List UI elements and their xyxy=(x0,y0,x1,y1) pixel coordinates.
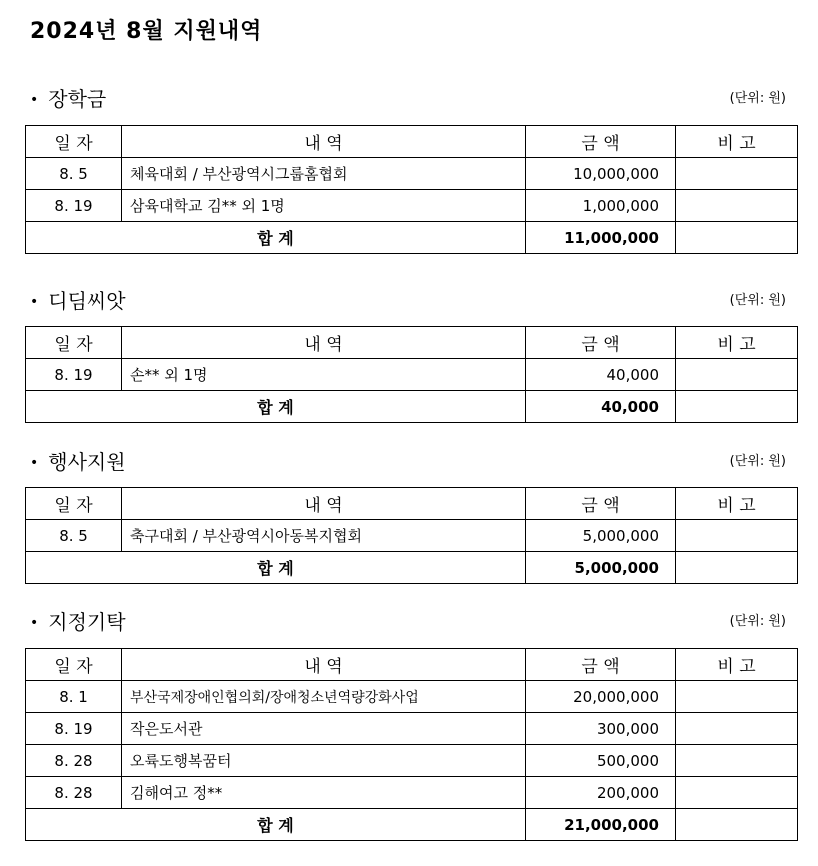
unit-note: (단위: 원) xyxy=(729,91,786,106)
total-amount: 21,000,000 xyxy=(526,809,676,841)
cell-amount: 20,000,000 xyxy=(526,681,676,713)
total-label: 합 계 xyxy=(26,222,526,254)
total-label: 합 계 xyxy=(26,391,526,423)
cell-date: 8. 5 xyxy=(26,520,122,552)
total-row xyxy=(26,222,798,254)
table-row xyxy=(26,713,798,745)
cell-note xyxy=(676,158,798,190)
cell-note xyxy=(676,745,798,777)
cell-amount: 1,000,000 xyxy=(526,190,676,222)
cell-date: 8. 19 xyxy=(26,713,122,745)
cell-desc: 오륙도행복꿈터 xyxy=(122,745,526,777)
total-amount: 5,000,000 xyxy=(526,552,676,584)
unit-note: (단위: 원) xyxy=(729,293,786,308)
total-note xyxy=(676,391,798,423)
cell-desc: 작은도서관 xyxy=(122,713,526,745)
bullet-icon: • xyxy=(30,455,39,471)
total-amount: 11,000,000 xyxy=(526,222,676,254)
cell-desc: 삼육대학교 김** 외 1명 xyxy=(122,190,526,222)
section-title xyxy=(30,286,126,319)
total-note xyxy=(676,809,798,841)
section-title-text: 장학금 xyxy=(48,87,107,111)
cell-date: 8. 28 xyxy=(26,745,122,777)
table-header-row xyxy=(26,488,798,520)
section-title xyxy=(30,607,126,640)
header-amount: 금 액 xyxy=(526,327,676,359)
total-amount: 40,000 xyxy=(526,391,676,423)
table-header-row xyxy=(26,327,798,359)
header-desc: 내 역 xyxy=(122,649,526,681)
bullet-icon: • xyxy=(30,294,39,310)
cell-desc: 부산국제장애인협의회/장애청소년역량강화사업 xyxy=(122,681,526,713)
table-row xyxy=(26,681,798,713)
cell-amount: 200,000 xyxy=(526,777,676,809)
unit-note: (단위: 원) xyxy=(729,454,786,469)
header-note: 비 고 xyxy=(676,649,798,681)
cell-desc: 축구대회 / 부산광역시아동복지협회 xyxy=(122,520,526,552)
section-heading-scholarship xyxy=(30,84,790,114)
section-heading-event-support xyxy=(30,447,790,477)
cell-desc: 김해여고 정** xyxy=(122,777,526,809)
table-row xyxy=(26,190,798,222)
total-label: 합 계 xyxy=(26,809,526,841)
cell-desc: 손** 외 1명 xyxy=(122,359,526,391)
designated-donation-table xyxy=(25,648,798,841)
cell-amount: 40,000 xyxy=(526,359,676,391)
cell-date: 8. 19 xyxy=(26,190,122,222)
cell-note xyxy=(676,713,798,745)
scholarship-table xyxy=(25,125,798,254)
section-title-text: 디딤씨앗 xyxy=(48,289,126,313)
header-date: 일 자 xyxy=(26,649,122,681)
cell-amount: 300,000 xyxy=(526,713,676,745)
total-note xyxy=(676,222,798,254)
total-label: 합 계 xyxy=(26,552,526,584)
cell-date: 8. 1 xyxy=(26,681,122,713)
section-title-text: 행사지원 xyxy=(48,450,126,474)
cell-date: 8. 5 xyxy=(26,158,122,190)
total-row xyxy=(26,552,798,584)
section-heading-designated-donation xyxy=(30,607,790,637)
bullet-icon: • xyxy=(30,615,39,631)
section-title xyxy=(30,447,126,480)
header-desc: 내 역 xyxy=(122,488,526,520)
header-note: 비 고 xyxy=(676,488,798,520)
cell-amount: 5,000,000 xyxy=(526,520,676,552)
section-title xyxy=(30,84,106,117)
header-date: 일 자 xyxy=(26,488,122,520)
header-desc: 내 역 xyxy=(122,126,526,158)
cell-amount: 10,000,000 xyxy=(526,158,676,190)
header-amount: 금 액 xyxy=(526,488,676,520)
header-desc: 내 역 xyxy=(122,327,526,359)
cell-amount: 500,000 xyxy=(526,745,676,777)
total-row xyxy=(26,391,798,423)
table-row xyxy=(26,359,798,391)
table-header-row xyxy=(26,126,798,158)
table-row xyxy=(26,158,798,190)
table-row xyxy=(26,777,798,809)
table-row xyxy=(26,520,798,552)
section-title-text: 지정기탁 xyxy=(48,610,126,634)
header-note: 비 고 xyxy=(676,327,798,359)
header-date: 일 자 xyxy=(26,327,122,359)
cell-note xyxy=(676,777,798,809)
total-note xyxy=(676,552,798,584)
total-row xyxy=(26,809,798,841)
page-title: 2024년 8월 지원내역 xyxy=(30,19,263,44)
table-header-row xyxy=(26,649,798,681)
table-row xyxy=(26,745,798,777)
cell-note xyxy=(676,520,798,552)
cell-date: 8. 28 xyxy=(26,777,122,809)
cell-desc: 체육대회 / 부산광역시그룹홈협회 xyxy=(122,158,526,190)
cell-note xyxy=(676,681,798,713)
cell-date: 8. 19 xyxy=(26,359,122,391)
didim-seed-table xyxy=(25,326,798,423)
event-support-table xyxy=(25,487,798,584)
header-amount: 금 액 xyxy=(526,126,676,158)
header-note: 비 고 xyxy=(676,126,798,158)
cell-note xyxy=(676,190,798,222)
cell-note xyxy=(676,359,798,391)
bullet-icon: • xyxy=(30,92,39,108)
header-amount: 금 액 xyxy=(526,649,676,681)
unit-note: (단위: 원) xyxy=(729,614,786,629)
header-date: 일 자 xyxy=(26,126,122,158)
section-heading-didim-seed xyxy=(30,286,790,316)
